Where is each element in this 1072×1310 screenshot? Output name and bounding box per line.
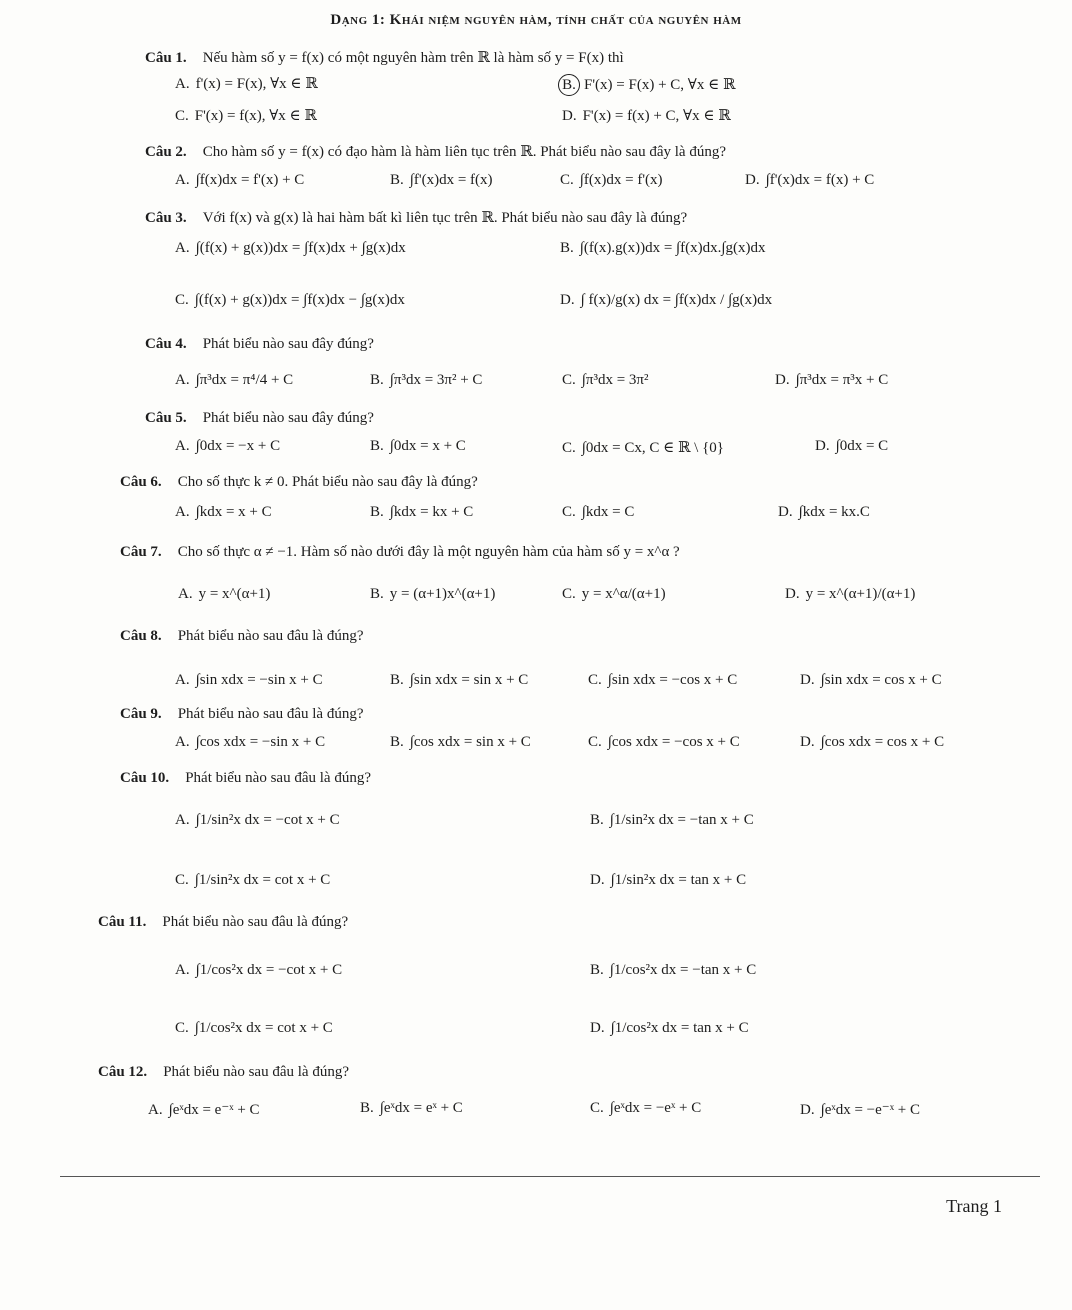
question-text: Cho hàm số y = f(x) có đạo hàm là hàm liên tục trên ℝ. Phát biểu nào sau đây là đúng? <box>202 144 726 160</box>
question-label: Câu 4. <box>145 336 187 352</box>
option-text: ∫1/sin²x dx = −cot x + C <box>195 812 340 828</box>
option-text: y = (α+1)x^(α+1) <box>389 586 496 602</box>
question-label: Câu 9. <box>120 706 162 722</box>
q2-option-a[interactable]: A. ∫f(x)dx = f'(x) + C <box>175 172 305 188</box>
q12-option-c[interactable]: C. ∫eˣdx = −eˣ + C <box>590 1100 702 1116</box>
option-text: ∫cos xdx = −sin x + C <box>195 734 326 750</box>
option-text: ∫sin xdx = −sin x + C <box>195 672 323 688</box>
question-10 <box>120 770 371 787</box>
option-text: ∫(f(x).g(x))dx = ∫f(x)dx.∫g(x)dx <box>579 240 766 256</box>
q8-option-b[interactable]: B. ∫sin xdx = sin x + C <box>390 672 529 688</box>
option-text: ∫eˣdx = eˣ + C <box>379 1100 463 1116</box>
q6-option-a[interactable]: A. ∫kdx = x + C <box>175 504 272 520</box>
question-2 <box>145 142 726 161</box>
q11-option-d[interactable]: D. ∫1/cos²x dx = tan x + C <box>590 1020 749 1036</box>
option-text: F'(x) = f(x) + C, ∀x ∈ ℝ <box>582 108 731 124</box>
option-text: ∫cos xdx = sin x + C <box>409 734 531 750</box>
question-text: Phát biểu nào sau đây đúng? <box>202 410 374 426</box>
option-text: ∫π³dx = 3π² + C <box>389 372 483 388</box>
question-label: Câu 6. <box>120 474 162 490</box>
q5-option-b[interactable]: B. ∫0dx = x + C <box>370 438 466 454</box>
option-text: ∫cos xdx = cos x + C <box>820 734 945 750</box>
q4-option-a[interactable]: A. ∫π³dx = π⁴/4 + C <box>175 372 294 388</box>
option-text: ∫0dx = x + C <box>389 438 466 454</box>
q1-option-a[interactable]: A. f'(x) = F(x), ∀x ∈ ℝ <box>175 76 318 92</box>
option-text: ∫f(x)dx = f'(x) + C <box>195 172 305 188</box>
option-text: ∫f'(x)dx = f(x) <box>409 172 493 188</box>
q2-option-c[interactable]: C. ∫f(x)dx = f'(x) <box>560 172 663 188</box>
q7-option-a[interactable]: A. y = x^(α+1) <box>178 586 271 602</box>
question-7 <box>120 544 680 561</box>
q1-option-c[interactable]: C. F'(x) = f(x), ∀x ∈ ℝ <box>175 108 317 124</box>
option-text: ∫sin xdx = −cos x + C <box>607 672 738 688</box>
option-text: ∫(f(x) + g(x))dx = ∫f(x)dx + ∫g(x)dx <box>195 240 406 256</box>
option-text: ∫eˣdx = −eˣ + C <box>609 1100 702 1116</box>
question-5 <box>145 410 374 427</box>
q1-option-d[interactable]: D. F'(x) = f(x) + C, ∀x ∈ ℝ <box>562 108 731 124</box>
q3-option-a[interactable]: A. ∫(f(x) + g(x))dx = ∫f(x)dx + ∫g(x)dx <box>175 240 406 256</box>
question-label: Câu 8. <box>120 628 162 644</box>
option-text: ∫1/cos²x dx = −cot x + C <box>195 962 343 978</box>
q5-option-a[interactable]: A. ∫0dx = −x + C <box>175 438 281 454</box>
q10-option-b[interactable]: B. ∫1/sin²x dx = −tan x + C <box>590 812 754 828</box>
option-text: ∫π³dx = π⁴/4 + C <box>195 372 294 388</box>
q9-option-a[interactable]: A. ∫cos xdx = −sin x + C <box>175 734 326 750</box>
option-text: ∫f'(x)dx = f(x) + C <box>765 172 875 188</box>
question-label: Câu 5. <box>145 410 187 426</box>
option-text: ∫1/sin²x dx = tan x + C <box>610 872 747 888</box>
question-3 <box>145 208 687 227</box>
q6-option-c[interactable]: C. ∫kdx = C <box>562 504 635 520</box>
option-text: ∫0dx = C <box>835 438 889 454</box>
option-text: ∫eˣdx = −e⁻ˣ + C <box>820 1102 920 1118</box>
option-text: ∫0dx = −x + C <box>195 438 281 454</box>
option-text: ∫cos xdx = −cos x + C <box>607 734 740 750</box>
question-label: Câu 11. <box>98 914 147 930</box>
question-text: Phát biểu nào sau đâu là đúng? <box>163 1064 349 1080</box>
q12-option-b[interactable]: B. ∫eˣdx = eˣ + C <box>360 1100 463 1116</box>
q10-option-d[interactable]: D. ∫1/sin²x dx = tan x + C <box>590 872 747 888</box>
option-text: ∫f(x)dx = f'(x) <box>579 172 663 188</box>
option-text: ∫kdx = kx.C <box>798 504 870 520</box>
q2-option-b[interactable]: B. ∫f'(x)dx = f(x) <box>390 172 493 188</box>
question-label: Câu 12. <box>98 1064 148 1080</box>
q11-option-b[interactable]: B. ∫1/cos²x dx = −tan x + C <box>590 962 757 978</box>
question-text: Với f(x) và g(x) là hai hàm bất kì liên tục trên ℝ. Phát biểu nào sau đây là đúng? <box>202 210 688 226</box>
option-text: ∫1/cos²x dx = −tan x + C <box>609 962 757 978</box>
q7-option-c[interactable]: C. y = x^α/(α+1) <box>562 586 666 602</box>
question-label: Câu 7. <box>120 544 162 560</box>
option-text: ∫kdx = x + C <box>195 504 272 520</box>
q12-option-a[interactable]: A. ∫eˣdx = e⁻ˣ + C <box>148 1102 260 1118</box>
option-text: ∫1/sin²x dx = −tan x + C <box>609 812 754 828</box>
q5-option-c[interactable]: C. ∫0dx = Cx, C ∈ ℝ \ {0} <box>562 440 724 456</box>
footer-divider <box>60 1176 1040 1177</box>
question-text: Phát biểu nào sau đây đúng? <box>202 336 374 352</box>
option-text: ∫sin xdx = cos x + C <box>820 672 942 688</box>
question-8 <box>120 628 363 645</box>
question-text: Phát biểu nào sau đâu là đúng? <box>177 628 364 644</box>
question-4 <box>145 336 374 353</box>
q8-option-d[interactable]: D. ∫sin xdx = cos x + C <box>800 672 942 688</box>
option-text: ∫(f(x) + g(x))dx = ∫f(x)dx − ∫g(x)dx <box>194 292 405 308</box>
q3-option-c[interactable]: C. ∫(f(x) + g(x))dx = ∫f(x)dx − ∫g(x)dx <box>175 292 405 308</box>
question-label: Câu 10. <box>120 770 170 786</box>
q4-option-c[interactable]: C. ∫π³dx = 3π² <box>562 372 649 388</box>
option-text: ∫1/cos²x dx = cot x + C <box>194 1020 333 1036</box>
question-text: Phát biểu nào sau đâu là đúng? <box>177 706 364 722</box>
q10-option-c[interactable]: C. ∫1/sin²x dx = cot x + C <box>175 872 331 888</box>
question-text: Phát biểu nào sau đâu là đúng? <box>185 770 371 786</box>
q8-option-a[interactable]: A. ∫sin xdx = −sin x + C <box>175 672 323 688</box>
q7-option-d[interactable]: D. y = x^(α+1)/(α+1) <box>785 586 916 602</box>
option-text: ∫π³dx = π³x + C <box>795 372 889 388</box>
question-label: Câu 2. <box>145 144 187 160</box>
question-label: Câu 1. <box>145 50 187 66</box>
question-1 <box>145 48 624 67</box>
q4-option-d[interactable]: D. ∫π³dx = π³x + C <box>775 372 889 388</box>
q5-option-d[interactable]: D. ∫0dx = C <box>815 438 889 454</box>
option-text: ∫π³dx = 3π² <box>581 372 649 388</box>
q9-option-d[interactable]: D. ∫cos xdx = cos x + C <box>800 734 945 750</box>
page-title: Dạng 1: Khái niệm nguyên hàm, tính chất của nguyên hàm <box>330 12 742 28</box>
q6-option-b[interactable]: B. ∫kdx = kx + C <box>370 504 474 520</box>
q7-option-b[interactable]: B. y = (α+1)x^(α+1) <box>370 586 496 602</box>
option-text: F'(x) = f(x), ∀x ∈ ℝ <box>194 108 317 124</box>
option-text: f'(x) = F(x), ∀x ∈ ℝ <box>195 76 318 92</box>
question-12 <box>98 1064 349 1081</box>
q11-option-a[interactable]: A. ∫1/cos²x dx = −cot x + C <box>175 962 343 978</box>
q9-option-b[interactable]: B. ∫cos xdx = sin x + C <box>390 734 531 750</box>
q2-option-d[interactable]: D. ∫f'(x)dx = f(x) + C <box>745 172 875 188</box>
circled-answer-mark: B. <box>558 74 580 96</box>
q11-option-c[interactable]: C. ∫1/cos²x dx = cot x + C <box>175 1020 333 1036</box>
q3-option-d[interactable]: D. ∫ f(x)/g(x) dx = ∫f(x)dx / ∫g(x)dx <box>560 292 773 308</box>
q12-option-d[interactable]: D. ∫eˣdx = −e⁻ˣ + C <box>800 1102 920 1118</box>
option-text: ∫1/cos²x dx = tan x + C <box>610 1020 749 1036</box>
question-label: Câu 3. <box>145 210 187 226</box>
option-text: ∫kdx = C <box>581 504 635 520</box>
question-9 <box>120 706 363 723</box>
option-text: ∫eˣdx = e⁻ˣ + C <box>168 1102 260 1118</box>
question-text: Cho số thực k ≠ 0. Phát biểu nào sau đây là đúng? <box>177 474 478 490</box>
question-6 <box>120 474 478 491</box>
question-text: Nếu hàm số y = f(x) có một nguyên hàm trên ℝ là hàm số y = F(x) thì <box>202 50 624 66</box>
option-text: y = x^α/(α+1) <box>581 586 666 602</box>
q10-option-a[interactable]: A. ∫1/sin²x dx = −cot x + C <box>175 812 340 828</box>
q1-option-b[interactable] <box>558 74 735 96</box>
option-text: ∫0dx = Cx, C ∈ ℝ \ {0} <box>581 440 724 456</box>
q9-option-c[interactable]: C. ∫cos xdx = −cos x + C <box>588 734 740 750</box>
question-text: Cho số thực α ≠ −1. Hàm số nào dưới đây là một nguyên hàm của hàm số y = x^α ? <box>177 544 680 560</box>
option-text: y = x^(α+1)/(α+1) <box>805 586 916 602</box>
q6-option-d[interactable]: D. ∫kdx = kx.C <box>778 504 870 520</box>
page-number: Trang 1 <box>946 1196 1002 1216</box>
option-text: ∫ f(x)/g(x) dx = ∫f(x)dx / ∫g(x)dx <box>580 292 773 308</box>
q4-option-b[interactable]: B. ∫π³dx = 3π² + C <box>370 372 483 388</box>
q8-option-c[interactable]: C. ∫sin xdx = −cos x + C <box>588 672 738 688</box>
option-text: ∫kdx = kx + C <box>389 504 474 520</box>
option-text: y = x^(α+1) <box>198 586 271 602</box>
option-text: ∫sin xdx = sin x + C <box>409 672 529 688</box>
option-text: F'(x) = F(x) + C, ∀x ∈ ℝ <box>584 77 736 93</box>
option-text: ∫1/sin²x dx = cot x + C <box>194 872 331 888</box>
question-11 <box>98 914 348 931</box>
question-text: Phát biểu nào sau đâu là đúng? <box>162 914 349 930</box>
q3-option-b[interactable]: B. ∫(f(x).g(x))dx = ∫f(x)dx.∫g(x)dx <box>560 240 766 256</box>
